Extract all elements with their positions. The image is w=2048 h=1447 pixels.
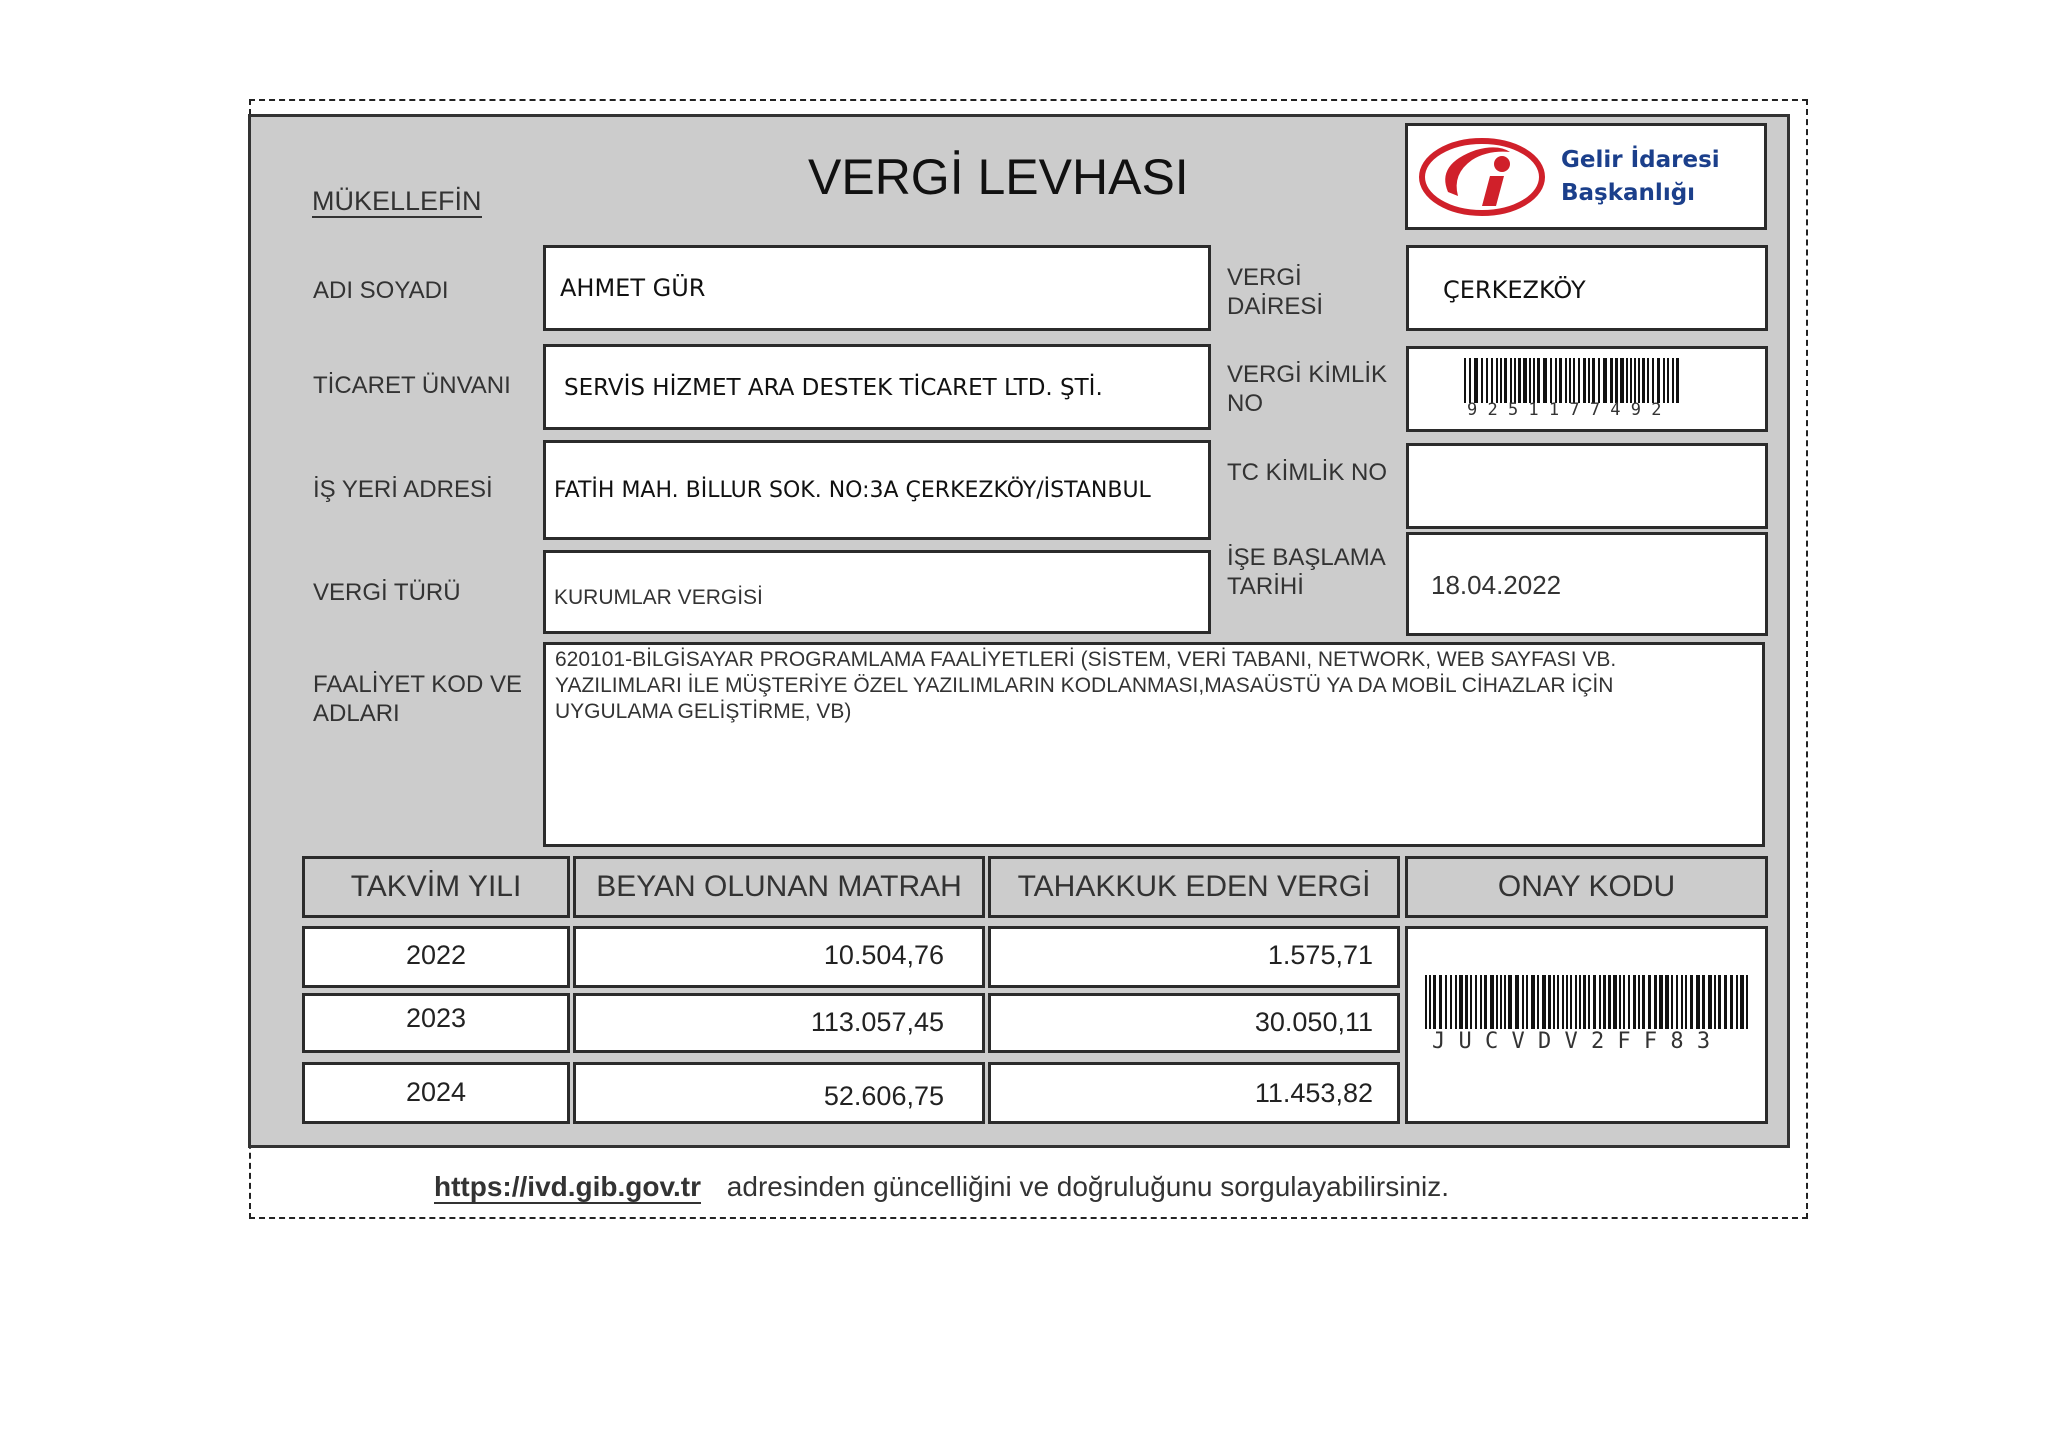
start-date-label-line2: TARİHİ xyxy=(1227,573,1304,600)
tax-office-value: ÇERKEZKÖY xyxy=(1443,276,1586,304)
row1-base: 10.504,76 xyxy=(573,926,985,988)
row1-year: 2022 xyxy=(302,926,570,988)
tax-id-label xyxy=(1227,360,1387,418)
activity-line3: UYGULAMA GELİŞTİRME, VB) xyxy=(555,700,852,723)
activity-text xyxy=(555,647,1616,725)
activity-label-line1: FAALİYET KOD VE xyxy=(313,671,522,698)
footer-text: adresinden güncelliğini ve doğruluğunu sorgulayabilirsiniz. xyxy=(726,1171,1450,1202)
start-date-field xyxy=(1406,532,1768,636)
tax-id-label-line1: VERGİ KİMLİK xyxy=(1227,361,1388,388)
start-date-label-line1: İŞE BAŞLAMA xyxy=(1227,544,1386,571)
address-value: FATİH MAH. BİLLUR SOK. NO:3A ÇERKEZKÖY/İSTANBUL xyxy=(554,478,1151,503)
name-field xyxy=(543,245,1211,331)
taxpayer-heading-text: MÜKELLEFİN xyxy=(312,186,482,216)
header-declared-base-text: BEYAN OLUNAN MATRAH xyxy=(596,870,962,903)
header-year xyxy=(302,856,570,918)
header-year-text: TAKVİM YILI xyxy=(350,870,522,903)
gib-logo-box xyxy=(1405,123,1767,230)
trade-name-field xyxy=(543,344,1211,430)
approval-code-barcode xyxy=(1425,975,1752,1029)
tax-type-field xyxy=(543,550,1211,634)
activity-field xyxy=(543,642,1765,847)
header-accrued-tax xyxy=(988,856,1400,918)
activity-line2: YAZILIMLARI İLE MÜŞTERİYE ÖZEL YAZILIMLARIN KODLANMASI,MASAÜSTÜ YA DA MOBİL CİHAZLAR İÇİN xyxy=(555,674,1614,697)
activity-label-line2: ADLARI xyxy=(313,700,400,727)
header-declared-base xyxy=(573,856,985,918)
trade-name-value: SERVİS HİZMET ARA DESTEK TİCARET LTD. ŞTİ. xyxy=(564,375,1103,401)
tax-type-value: KURUMLAR VERGİSİ xyxy=(554,586,763,609)
tax-type-label: VERGİ TÜRÜ xyxy=(313,579,461,606)
tax-id-barcode xyxy=(1464,358,1682,403)
tax-id-field xyxy=(1406,346,1768,432)
start-date-value: 18.04.2022 xyxy=(1431,570,1562,600)
approval-code-cell xyxy=(1405,926,1768,1124)
verification-link[interactable]: https://ivd.gib.gov.tr xyxy=(434,1171,702,1202)
taxpayer-heading xyxy=(312,186,482,218)
header-approval-code-text: ONAY KODU xyxy=(1497,870,1676,903)
activity-line1: 620101-BİLGİSAYAR PROGRAMLAMA FAALİYETLERİ (SİSTEM, VERİ TABANI, NETWORK, WEB SAYFASI VB. xyxy=(555,648,1617,671)
footer xyxy=(434,1171,1449,1203)
row3-base: 52.606,75 xyxy=(573,1062,985,1124)
tax-office-label-line1: VERGİ xyxy=(1227,264,1302,291)
row3-tax: 11.453,82 xyxy=(988,1062,1400,1124)
tax-office-label-line2: DAİRESİ xyxy=(1227,293,1324,320)
tax-office-label xyxy=(1227,263,1323,321)
row2-base: 113.057,45 xyxy=(573,993,985,1053)
approval-code-text: J U C V D V 2 F F 8 3 xyxy=(1432,1029,1711,1054)
tax-id-label-line2: NO xyxy=(1227,390,1263,417)
row2-tax: 30.050,11 xyxy=(988,993,1400,1053)
tc-id-field xyxy=(1406,443,1768,529)
gib-logo-icon xyxy=(1418,134,1550,220)
address-label: İŞ YERİ ADRESİ xyxy=(313,476,493,503)
trade-name-label: TİCARET ÜNVANI xyxy=(313,372,511,399)
tax-office-field xyxy=(1406,245,1768,331)
gib-logo-text xyxy=(1561,144,1720,210)
header-accrued-tax-text: TAHAKKUK EDEN VERGİ xyxy=(1017,870,1371,903)
start-date-label xyxy=(1227,543,1386,601)
row2-year: 2023 xyxy=(302,993,570,1053)
row3-year: 2024 xyxy=(302,1062,570,1124)
name-value: AHMET GÜR xyxy=(560,274,706,302)
activity-label xyxy=(313,670,522,728)
row1-tax: 1.575,71 xyxy=(988,926,1400,988)
gib-logo-line2: Başkanlığı xyxy=(1561,180,1696,206)
page-title: VERGİ LEVHASI xyxy=(808,149,1189,205)
tc-id-label: TC KİMLİK NO xyxy=(1227,459,1388,486)
gib-logo-line1: Gelir İdaresi xyxy=(1561,147,1720,173)
address-field xyxy=(543,440,1211,540)
tax-id-digits: 9 2 5 1 1 7 7 4 9 2 xyxy=(1467,400,1662,420)
header-approval-code xyxy=(1405,856,1768,918)
name-label: ADI SOYADI xyxy=(313,277,449,304)
